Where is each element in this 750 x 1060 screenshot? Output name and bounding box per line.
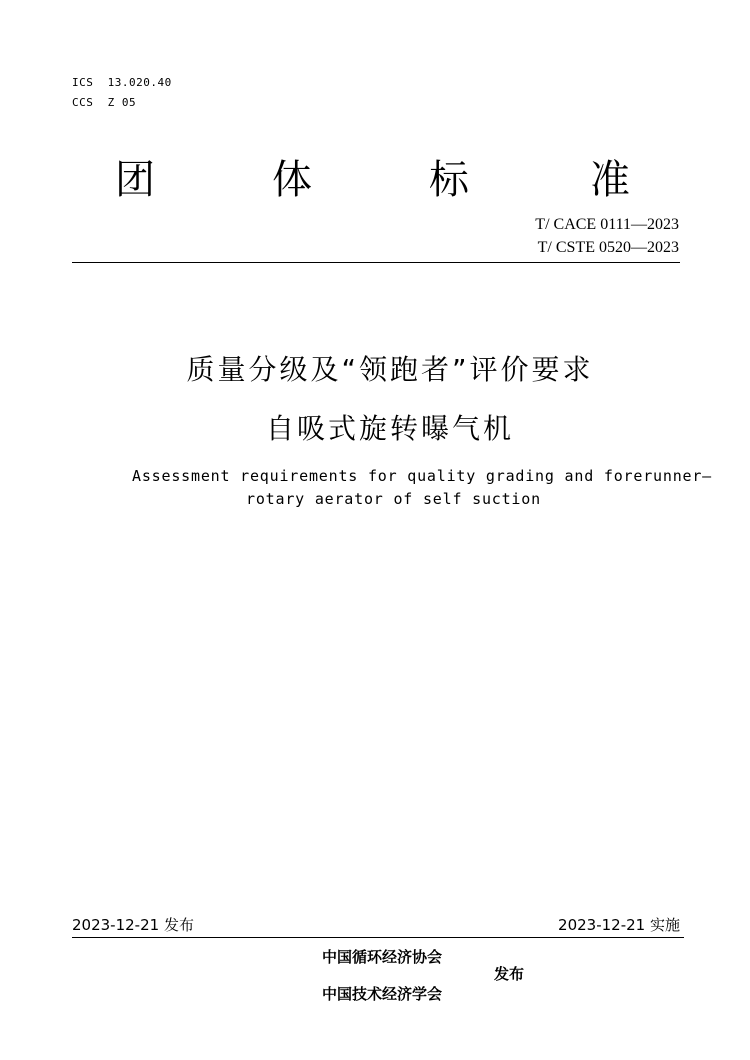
standard-type-char: 团 [115, 157, 155, 203]
ccs-code: CCS Z 05 [72, 96, 137, 109]
issuing-organization: 中国技术经济学会 [322, 985, 443, 1003]
footer-divider [72, 937, 684, 938]
ics-code: ICS 13.020.40 [72, 76, 172, 89]
standard-number: T/ CACE 0111—2023 [535, 216, 679, 233]
standard-type-char: 标 [429, 157, 469, 203]
standard-type-char: 准 [590, 157, 630, 203]
header-divider [72, 262, 680, 263]
issuing-organization: 中国循环经济协会 [322, 948, 443, 966]
english-title-line-1: Assessment requirements for quality grading and forerunner— [132, 467, 713, 485]
english-title-line-2: rotary aerator of self suction [246, 490, 541, 508]
chinese-title-line-1: 质量分级及“领跑者”评价要求 [186, 353, 594, 386]
issue-date: 2023-12-21 发布 [72, 916, 194, 934]
chinese-title-line-2: 自吸式旋转曝气机 [265, 412, 514, 445]
implementation-date: 2023-12-21 实施 [558, 916, 680, 934]
standard-number: T/ CSTE 0520—2023 [537, 239, 679, 256]
standard-type-char: 体 [272, 157, 312, 203]
publish-label: 发布 [494, 965, 525, 983]
